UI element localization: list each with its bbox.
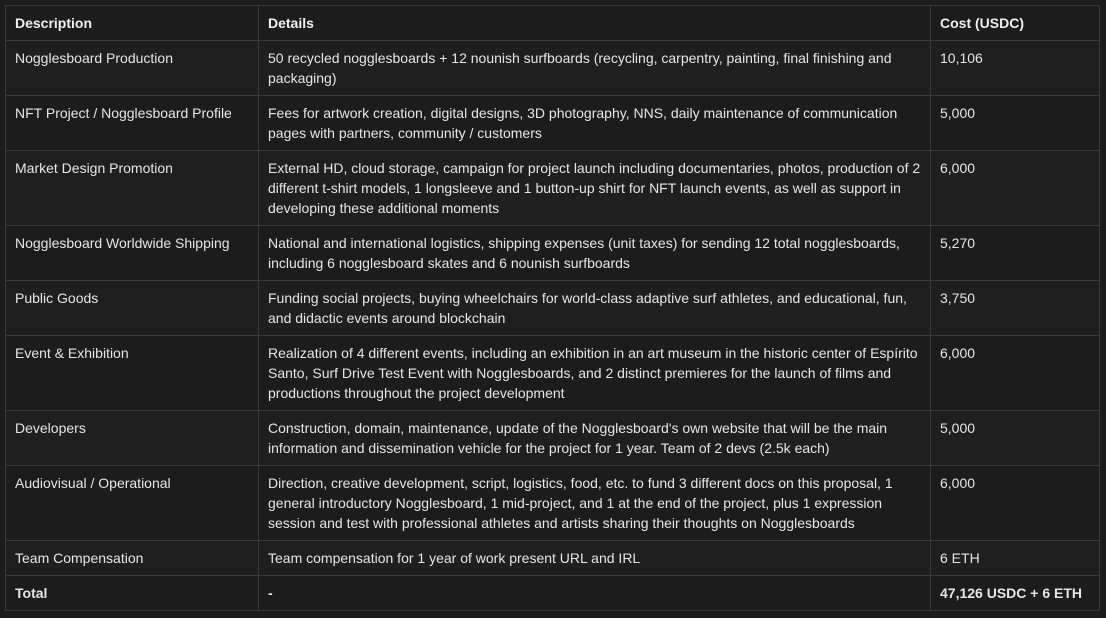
row-details: External HD, cloud storage, campaign for project launch including documentaries, photos, production of 2 different t-shirt models, 1 longsleeve and 1 button-up shirt for NFT launch events, as well as support in developing these additional moments <box>259 151 931 226</box>
row-details: Fees for artwork creation, digital designs, 3D photography, NNS, daily maintenance of communication pages with partners, community / customers <box>259 96 931 151</box>
row-details: Funding social projects, buying wheelchairs for world-class adaptive surf athletes, and educational, fun, and didactic events around blockchain <box>259 281 931 336</box>
table-row <box>6 151 1100 226</box>
total-row <box>6 576 1100 611</box>
row-cost: 6,000 <box>931 466 1100 541</box>
total-label: Total <box>6 576 259 611</box>
total-cost: 47,126 USDC + 6 ETH <box>931 576 1100 611</box>
row-details: National and international logistics, shipping expenses (unit taxes) for sending 12 total nogglesboards, including 6 nogglesboard skates and 6 nounish surfboards <box>259 226 931 281</box>
table-row <box>6 41 1100 96</box>
table-row <box>6 541 1100 576</box>
table-row <box>6 336 1100 411</box>
table-row <box>6 281 1100 336</box>
table-row <box>6 411 1100 466</box>
row-cost: 6 ETH <box>931 541 1100 576</box>
total-details: - <box>259 576 931 611</box>
row-details: Direction, creative development, script, logistics, food, etc. to fund 3 different docs on this proposal, 1 general introductory Nogglesboard, 1 mid-project, and 1 at the end of the project, plus 1 expression session and test with professional athletes and artists sharing their thoughts on Nogglesboards <box>259 466 931 541</box>
header-cost: Cost (USDC) <box>931 6 1100 41</box>
row-description: NFT Project / Nogglesboard Profile <box>6 96 259 151</box>
row-cost: 5,000 <box>931 411 1100 466</box>
table-body <box>6 41 1100 611</box>
header-details: Details <box>259 6 931 41</box>
row-cost: 10,106 <box>931 41 1100 96</box>
row-cost: 5,000 <box>931 96 1100 151</box>
row-details: 50 recycled nogglesboards + 12 nounish surfboards (recycling, carpentry, painting, final finishing and packaging) <box>259 41 931 96</box>
header-row <box>6 6 1100 41</box>
row-description: Event & Exhibition <box>6 336 259 411</box>
row-cost: 6,000 <box>931 336 1100 411</box>
table-row <box>6 96 1100 151</box>
row-description: Developers <box>6 411 259 466</box>
row-description: Team Compensation <box>6 541 259 576</box>
row-description: Audiovisual / Operational <box>6 466 259 541</box>
row-details: Realization of 4 different events, including an exhibition in an art museum in the historic center of Espírito Santo, Surf Drive Test Event with Nogglesboards, and 2 distinct premieres for the launch of films and productions throughout the project development <box>259 336 931 411</box>
row-details: Construction, domain, maintenance, update of the Nogglesboard's own website that will be the main information and dissemination vehicle for the project for 1 year. Team of 2 devs (2.5k each) <box>259 411 931 466</box>
row-cost: 6,000 <box>931 151 1100 226</box>
table-header <box>6 6 1100 41</box>
row-details: Team compensation for 1 year of work present URL and IRL <box>259 541 931 576</box>
header-description: Description <box>6 6 259 41</box>
row-description: Nogglesboard Production <box>6 41 259 96</box>
budget-table <box>5 5 1100 611</box>
row-description: Market Design Promotion <box>6 151 259 226</box>
row-description: Nogglesboard Worldwide Shipping <box>6 226 259 281</box>
table-row <box>6 226 1100 281</box>
row-cost: 5,270 <box>931 226 1100 281</box>
row-cost: 3,750 <box>931 281 1100 336</box>
table-row <box>6 466 1100 541</box>
row-description: Public Goods <box>6 281 259 336</box>
